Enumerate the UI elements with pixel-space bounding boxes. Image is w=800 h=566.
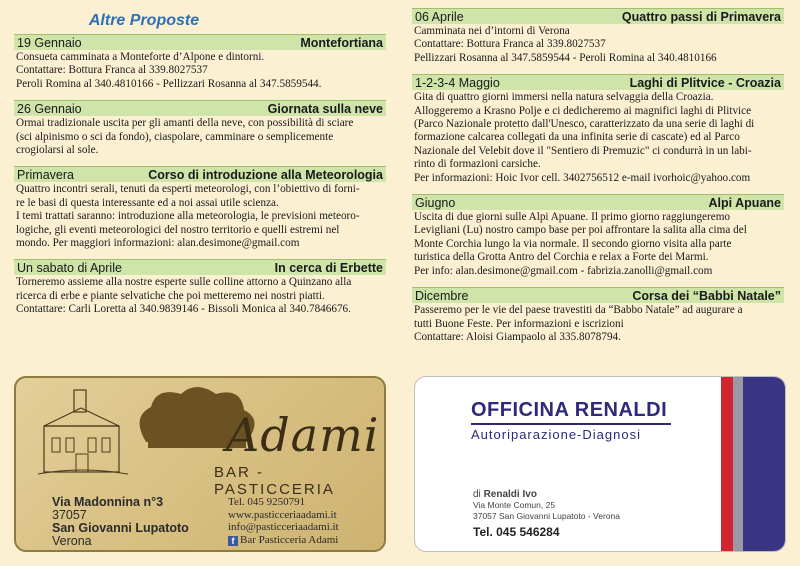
adami-city: Verona <box>52 534 92 548</box>
event-line: crogiolarsi al sole. <box>16 144 99 157</box>
event-description <box>14 116 386 157</box>
event-description <box>412 24 784 65</box>
right-events-list <box>412 8 784 344</box>
event-line: rinto di formazioni carsiche. <box>414 158 541 171</box>
event-date: 06 Aprile <box>415 9 464 24</box>
event-date: 1-2-3-4 Maggio <box>415 75 500 90</box>
event-name: Laghi di Plitvice - Croazia <box>629 75 781 90</box>
event-header <box>14 259 386 275</box>
event-date: 19 Gennaio <box>17 35 82 50</box>
event-line: Gita di quattro giorni immersi nella natura selvaggia della Croazia. <box>414 91 714 104</box>
event-line: mondo. Per maggiori informazioni: alan.desimone@gmail.com <box>16 237 300 250</box>
adami-email-link[interactable]: info@pasticceriaadami.it <box>228 521 339 533</box>
event-description <box>14 182 386 250</box>
renaldi-owner-prefix: di <box>473 489 481 500</box>
event-line: Ormai tradizionale uscita per gli amanti della neve, con possibilità di sciare <box>16 117 354 130</box>
event-item <box>412 194 784 278</box>
right-column <box>412 8 784 353</box>
adami-facebook-label: Bar Pasticceria Adami <box>240 533 339 546</box>
event-line: (sci alpinismo o sci da fondo), ciaspolare, camminare o semplicemente <box>16 130 334 143</box>
adami-advertisement <box>14 376 386 552</box>
renaldi-tel: Tel. 045 546284 <box>473 525 560 539</box>
renaldi-city: 37057 San Giovanni Lupatoto - Verona <box>473 511 620 521</box>
event-item <box>14 259 386 316</box>
event-line: Torneremo assieme alla nostre esperte sulle colline attorno a Quinzano alla <box>16 276 352 289</box>
event-header <box>412 8 784 24</box>
event-header <box>412 287 784 303</box>
renaldi-owner-name: Renaldi Ivo <box>483 489 537 500</box>
renaldi-subtitle: Autoriparazione-Diagnosi <box>471 427 641 442</box>
facebook-icon: f <box>228 536 238 546</box>
event-description <box>412 90 784 185</box>
event-line: Pellizzari Rosanna al 347.5859544 - Peroli Romina al 340.4810166 <box>414 51 717 64</box>
adami-building-icon <box>36 386 131 481</box>
event-line: formazione calcarea collegati da una infinita serie di cascate) ed al Parco <box>414 131 740 144</box>
event-header <box>14 100 386 116</box>
event-line: Contattare: Bottura Franca al 339.8027537 <box>414 38 606 51</box>
event-name: Corso di introduzione alla Meteorologia <box>148 167 383 182</box>
event-line: Alloggeremo a Krasno Polje e ci dedicheremo ai magnifici laghi di Plitvice <box>414 104 752 117</box>
event-date: Dicembre <box>415 288 469 303</box>
section-title: Altre Proposte <box>88 12 200 29</box>
event-line: Uscita di due giorni sulle Alpi Apuane. Il primo giorno raggiungeremo <box>414 211 730 224</box>
event-description <box>412 303 784 344</box>
event-date: Un sabato di Aprile <box>17 260 122 275</box>
renaldi-divider <box>471 423 671 425</box>
left-column <box>14 0 386 326</box>
event-name: Alpi Apuane <box>708 195 781 210</box>
event-line: Per info: alan.desimone@gmail.com - fabrizia.zanolli@gmail.com <box>414 264 713 277</box>
renaldi-title: OFFICINA RENALDI <box>471 399 668 421</box>
event-header <box>14 166 386 182</box>
event-description <box>14 275 386 316</box>
event-item <box>14 166 386 250</box>
event-item <box>412 74 784 185</box>
event-line: logiche, gli eventi meteorologici del nostro territorio e quelli estremi nel <box>16 223 340 236</box>
adami-logo-name: Adami <box>226 408 380 462</box>
event-item <box>412 8 784 65</box>
event-header <box>412 74 784 90</box>
event-line: I temi trattati saranno: introduzione alla meteorologia, le previsioni meteoro- <box>16 210 360 223</box>
renaldi-street: Via Monte Comun, 25 <box>473 500 556 510</box>
adami-address <box>52 496 189 548</box>
event-line: turistica della Grotta Antro del Corchia e relax a Forte dei Marmi. <box>414 251 709 264</box>
renaldi-stripe-grey <box>733 377 743 552</box>
left-events-list <box>14 34 386 317</box>
event-description <box>412 210 784 278</box>
event-name: In cerca di Erbette <box>274 260 383 275</box>
adami-subtitle: BAR - PASTICCERIA <box>214 464 335 498</box>
event-item <box>412 287 784 344</box>
adami-contacts <box>228 496 339 546</box>
event-line: Per informazioni: Hoic Ivor cell. 3402756512 e-mail ivorhoic@yahoo.com <box>414 171 751 184</box>
event-name: Giornata sulla neve <box>267 101 383 116</box>
event-line: Contattare: Bottura Franca al 339.8027537 <box>16 64 208 77</box>
event-line: Camminata nei d’intorni di Verona <box>414 25 570 37</box>
event-line: Quattro incontri serali, tenuti da esperti meteorologi, con l’obiettivo di forni- <box>16 183 360 196</box>
event-line: Contattare: Aloisi Giampaolo al 335.8078794. <box>414 330 621 343</box>
event-date: 26 Gennaio <box>17 101 82 116</box>
adami-web-link[interactable]: www.pasticceriaadami.it <box>228 508 337 521</box>
event-date: Giugno <box>415 195 456 210</box>
event-line: tutti Buone Feste. Per informazioni e iscrizioni <box>414 317 624 330</box>
event-name: Quattro passi di Primavera <box>621 9 781 24</box>
event-item <box>14 100 386 157</box>
adami-street: Via Madonnina n°3 <box>52 495 164 509</box>
adami-zip: 37057 <box>52 508 87 522</box>
event-line: ricerca di erbe e piante selvatiche che poi metteremo nei nostri piatti. <box>16 289 325 302</box>
event-line: Peroli Romina al 340.4810166 - Pellizzari Rosanna al 347.5859544. <box>16 77 322 90</box>
adami-facebook[interactable] <box>228 534 339 547</box>
renaldi-stripe-red <box>721 377 733 552</box>
event-line: Passeremo per le vie del paese travestiti da “Babbo Natale” ad augurare a <box>414 304 743 317</box>
event-name: Corsa dei “Babbi Natale” <box>632 288 781 303</box>
event-line: Contattare: Carli Loretta al 340.9839146 - Bissoli Monica al 340.7846676. <box>16 303 351 316</box>
event-name: Montefortiana <box>300 35 383 50</box>
event-line: Nazionale del Velebit dove il "Sentiero di Premuzic" ci condurrà in un labi- <box>414 144 752 157</box>
event-header <box>14 34 386 50</box>
renaldi-advertisement <box>414 376 786 552</box>
event-line: Levigliani (Lu) nostro campo base per poi affrontare la salita alla cima del <box>414 224 747 237</box>
adami-tel: Tel. 045 9250791 <box>228 496 306 508</box>
event-item <box>14 34 386 91</box>
event-line: re le basi di questa interessante ed a noi assai utile scienza. <box>16 196 279 209</box>
renaldi-owner <box>473 489 620 500</box>
event-line: Monte Corchia lungo la via normale. Il secondo giorno visita alla parte <box>414 237 732 250</box>
event-line: (Parco Nazionale protetto dall'Unesco, caratterizzato da una serie di laghi di <box>414 118 755 131</box>
event-line: Consueta camminata a Monteforte d’Alpone e dintorni. <box>16 51 265 63</box>
renaldi-info <box>473 489 620 522</box>
adami-town: San Giovanni Lupatoto <box>52 521 189 535</box>
event-description <box>14 50 386 91</box>
event-date: Primavera <box>17 167 74 182</box>
renaldi-stripe-navy <box>743 377 786 552</box>
event-header <box>412 194 784 210</box>
